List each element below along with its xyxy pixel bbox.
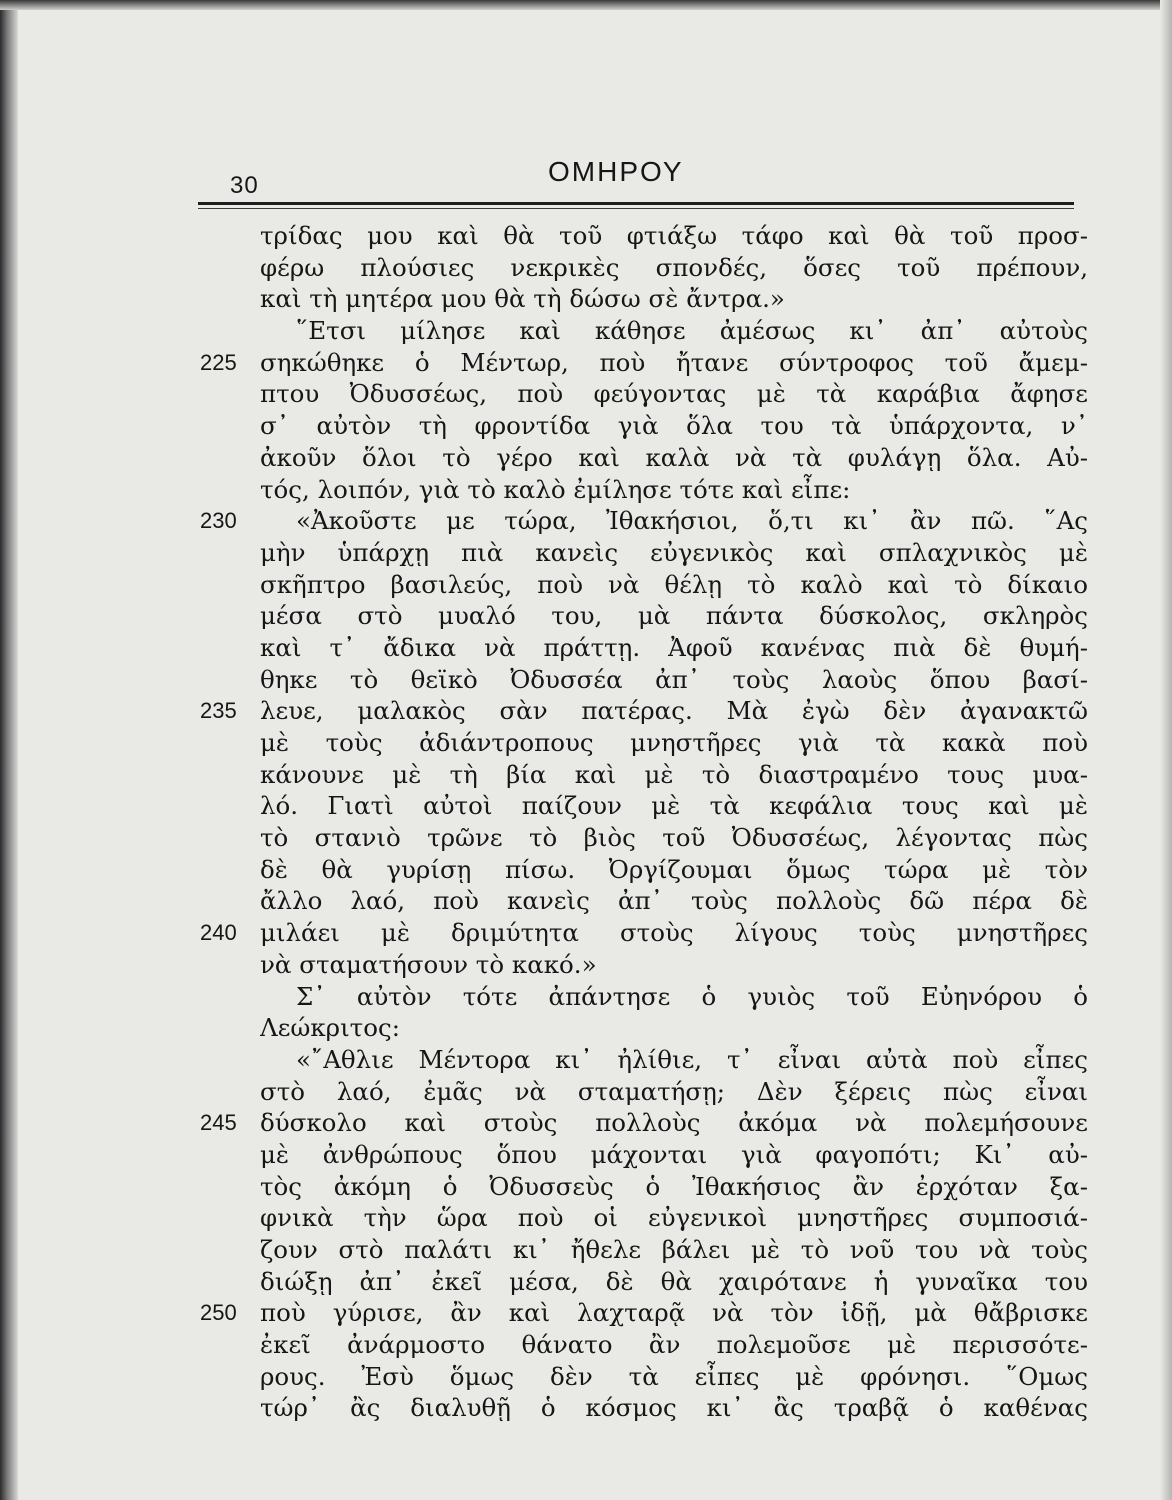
- text-line: [200, 1266, 1100, 1298]
- line-text: ζουν στὸ παλάτι κι᾽ ἤθελε βάλει μὲ τὸ νοῦ του νὰ τοὺς: [260, 1235, 1088, 1264]
- text-line: [200, 1234, 1100, 1266]
- header-rule: [198, 202, 1074, 205]
- line-text: μιλάει μὲ δριμύτητα στοὺς λίγους τοὺς μνηστῆρες: [260, 918, 1088, 948]
- text-line: [200, 220, 1100, 252]
- text-line: [200, 885, 1100, 917]
- line-text: ἀκοῦν ὅλοι τὸ γέρο καὶ καλὰ νὰ τὰ φυλάγῃ ὅλα. Αὐ-: [260, 442, 1088, 472]
- text-line: [200, 315, 1100, 347]
- text-line: [200, 410, 1100, 442]
- line-number: 225: [200, 349, 237, 375]
- text-line: [200, 695, 1100, 727]
- line-text: ρους. Ἐσὺ ὅμως δὲν τὰ εἶπες μὲ φρόνησι. ῞Ομως: [260, 1361, 1088, 1391]
- line-number: 230: [200, 508, 237, 534]
- text-line: [200, 1171, 1100, 1203]
- text-line: [200, 283, 1100, 315]
- line-number: 235: [200, 698, 237, 724]
- line-text: νὰ σταματήσουν τὸ κακό.»: [260, 949, 597, 979]
- line-text: σ᾽ αὐτὸν τὴ φροντίδα γιὰ ὅλα του τὰ ὑπάρχοντα, ν᾽: [260, 411, 1088, 441]
- line-text: στὸ λαό, ἐμᾶς νὰ σταματήσῃ; Δὲν ξέρεις πὼς εἶναι: [260, 1076, 1088, 1106]
- text-line: [200, 1392, 1100, 1424]
- page-right-edge: [1160, 0, 1172, 1500]
- text-line: [200, 664, 1100, 696]
- text-line: [200, 1107, 1100, 1139]
- line-text: καὶ τὴ μητέρα μου θὰ τὴ δώσω σὲ ἄντρα.»: [260, 284, 785, 314]
- text-line: [200, 1297, 1100, 1329]
- text-line: [200, 442, 1100, 474]
- text-line: [200, 949, 1100, 981]
- line-text: σκῆπτρο βασιλεύς, ποὺ νὰ θέλῃ τὸ καλὸ καὶ τὸ δίκαιο: [260, 569, 1088, 599]
- line-number: 245: [200, 1110, 237, 1136]
- page-top-edge: [0, 0, 1172, 10]
- text-line: [200, 822, 1100, 854]
- line-text: τός, λοιπόν, γιὰ τὸ καλὸ ἐμίλησε τότε καὶ εἶπε:: [260, 474, 851, 504]
- line-text: Σ᾽ αὐτὸν τότε ἀπάντησε ὁ γυιὸς τοῦ Εὐηνόρου ὁ: [296, 981, 1088, 1011]
- text-line: [200, 632, 1100, 664]
- line-text: τρίδας μου καὶ θὰ τοῦ φτιάξω τάφο καὶ θὰ τοῦ προσ-: [260, 221, 1088, 250]
- line-text: ἐκεῖ ἀνάρμοστο θάνατο ἂν πολεμοῦσε μὲ περισσότε-: [260, 1330, 1088, 1360]
- text-line: [200, 917, 1100, 949]
- page-header: [198, 150, 1078, 210]
- text-line: [200, 981, 1100, 1013]
- text-line: [200, 1012, 1100, 1044]
- line-text: «῎Αθλιε Μέντορα κι᾽ ἠλίθιε, τ᾽ εἶναι αὐτὰ ποὺ εἶπες: [296, 1044, 1088, 1074]
- line-text: μὲ τοὺς ἀδιάντροπους μνηστῆρες γιὰ τὰ κακὰ ποὺ: [260, 728, 1088, 757]
- line-text: λό. Γιατὶ αὐτοὶ παίζουν μὲ τὰ κεφάλια τους καὶ μὲ: [260, 791, 1088, 821]
- text-line: [200, 600, 1100, 632]
- text-line: [200, 1361, 1100, 1393]
- line-text: «Ἀκοῦστε με τώρα, Ἰθακήσιοι, ὅ,τι κι᾽ ἂν πῶ. ῞Ας: [296, 506, 1088, 536]
- line-number: 250: [200, 1300, 237, 1326]
- line-text: τὸ στανιὸ τρῶνε τὸ βιὸς τοῦ Ὀδυσσέως, λέγοντας πὼς: [260, 823, 1088, 853]
- text-line: [200, 854, 1100, 886]
- running-title: ΟΜΗΡΟΥ: [548, 156, 684, 187]
- line-text: καὶ τ᾽ ἄδικα νὰ πράττῃ. Ἀφοῦ κανένας πιὰ δὲ θυμή-: [260, 632, 1088, 662]
- text-line: [200, 347, 1100, 379]
- text-line: [200, 1044, 1100, 1076]
- line-text: ῞Ετσι μίλησε καὶ κάθησε ἀμέσως κι᾽ ἀπ᾽ αὐτοὺς: [296, 316, 1088, 346]
- line-text: λευε, μαλακὸς σὰν πατέρας. Μὰ ἐγὼ δὲν ἀγανακτῶ: [260, 696, 1088, 726]
- text-line: [200, 537, 1100, 569]
- line-text: θηκε τὸ θεϊκὸ Ὀδυσσέα ἀπ᾽ τοὺς λαοὺς ὅπου βασί-: [260, 664, 1088, 694]
- text-line: [200, 727, 1100, 759]
- text-line: [200, 474, 1100, 506]
- line-text: ποὺ γύρισε, ἂν καὶ λαχταρᾷ νὰ τὸν ἰδῇ, μὰ θἄβρισκε: [260, 1298, 1088, 1328]
- line-text: τὸς ἀκόμη ὁ Ὀδυσσεὺς ὁ Ἰθακήσιος ἂν ἐρχόταν ξα-: [260, 1171, 1088, 1201]
- line-text: μὲ ἀνθρώπους ὅπου μάχονται γιὰ φαγοπότι; Κι᾽ αὐ-: [260, 1139, 1088, 1169]
- page-binding-shadow: [0, 0, 18, 1500]
- text-line: [200, 378, 1100, 410]
- text-line: [200, 569, 1100, 601]
- line-text: πτου Ὀδυσσέως, ποὺ φεύγοντας μὲ τὰ καράβια ἄφησε: [260, 379, 1088, 409]
- line-text: κάνουνε μὲ τὴ βία καὶ μὲ τὸ διαστραμένο τους μυα-: [260, 759, 1088, 789]
- line-text: φνικὰ τὴν ὥρα ποὺ οἱ εὐγενικοὶ μνηστῆρες συμποσιά-: [260, 1203, 1088, 1233]
- line-text: σηκώθηκε ὁ Μέντωρ, ποὺ ἤτανε σύντροφος τοῦ ἄμεμ-: [260, 347, 1088, 377]
- body-text: [200, 220, 1100, 1424]
- text-line: [200, 1329, 1100, 1361]
- header-rule-thin: [198, 208, 1074, 209]
- line-text: δὲ θὰ γυρίσῃ πίσω. Ὀργίζουμαι ὅμως τώρα μὲ τὸν: [260, 854, 1088, 884]
- text-line: [200, 759, 1100, 791]
- line-text: μὴν ὑπάρχῃ πιὰ κανεὶς εὐγενικὸς καὶ σπλαχνικὸς μὲ: [260, 537, 1088, 567]
- line-text: τώρ᾽ ἂς διαλυθῇ ὁ κόσμος κι᾽ ἂς τραβᾷ ὁ καθένας: [260, 1393, 1088, 1423]
- line-text: Λεώκριτος:: [260, 1013, 400, 1043]
- text-line: [200, 1076, 1100, 1108]
- line-text: φέρω πλούσιες νεκρικὲς σπονδές, ὅσες τοῦ πρέπουν,: [260, 252, 1088, 282]
- line-text: διώξῃ ἀπ᾽ ἐκεῖ μέσα, δὲ θὰ χαιρότανε ἡ γυναῖκα του: [260, 1266, 1088, 1296]
- text-line: [200, 1202, 1100, 1234]
- line-text: δύσκολο καὶ στοὺς πολλοὺς ἀκόμα νὰ πολεμήσουνε: [260, 1108, 1088, 1138]
- text-line: [200, 505, 1100, 537]
- line-text: ἄλλο λαό, ποὺ κανεὶς ἀπ᾽ τοὺς πολλοὺς δῶ πέρα δὲ: [260, 886, 1088, 916]
- text-line: [200, 1139, 1100, 1171]
- line-text: μέσα στὸ μυαλό του, μὰ πάντα δύσκολος, σκληρὸς: [260, 601, 1088, 631]
- page-number: 30: [230, 172, 259, 199]
- text-line: [200, 252, 1100, 284]
- text-line: [200, 790, 1100, 822]
- line-number: 240: [200, 920, 237, 946]
